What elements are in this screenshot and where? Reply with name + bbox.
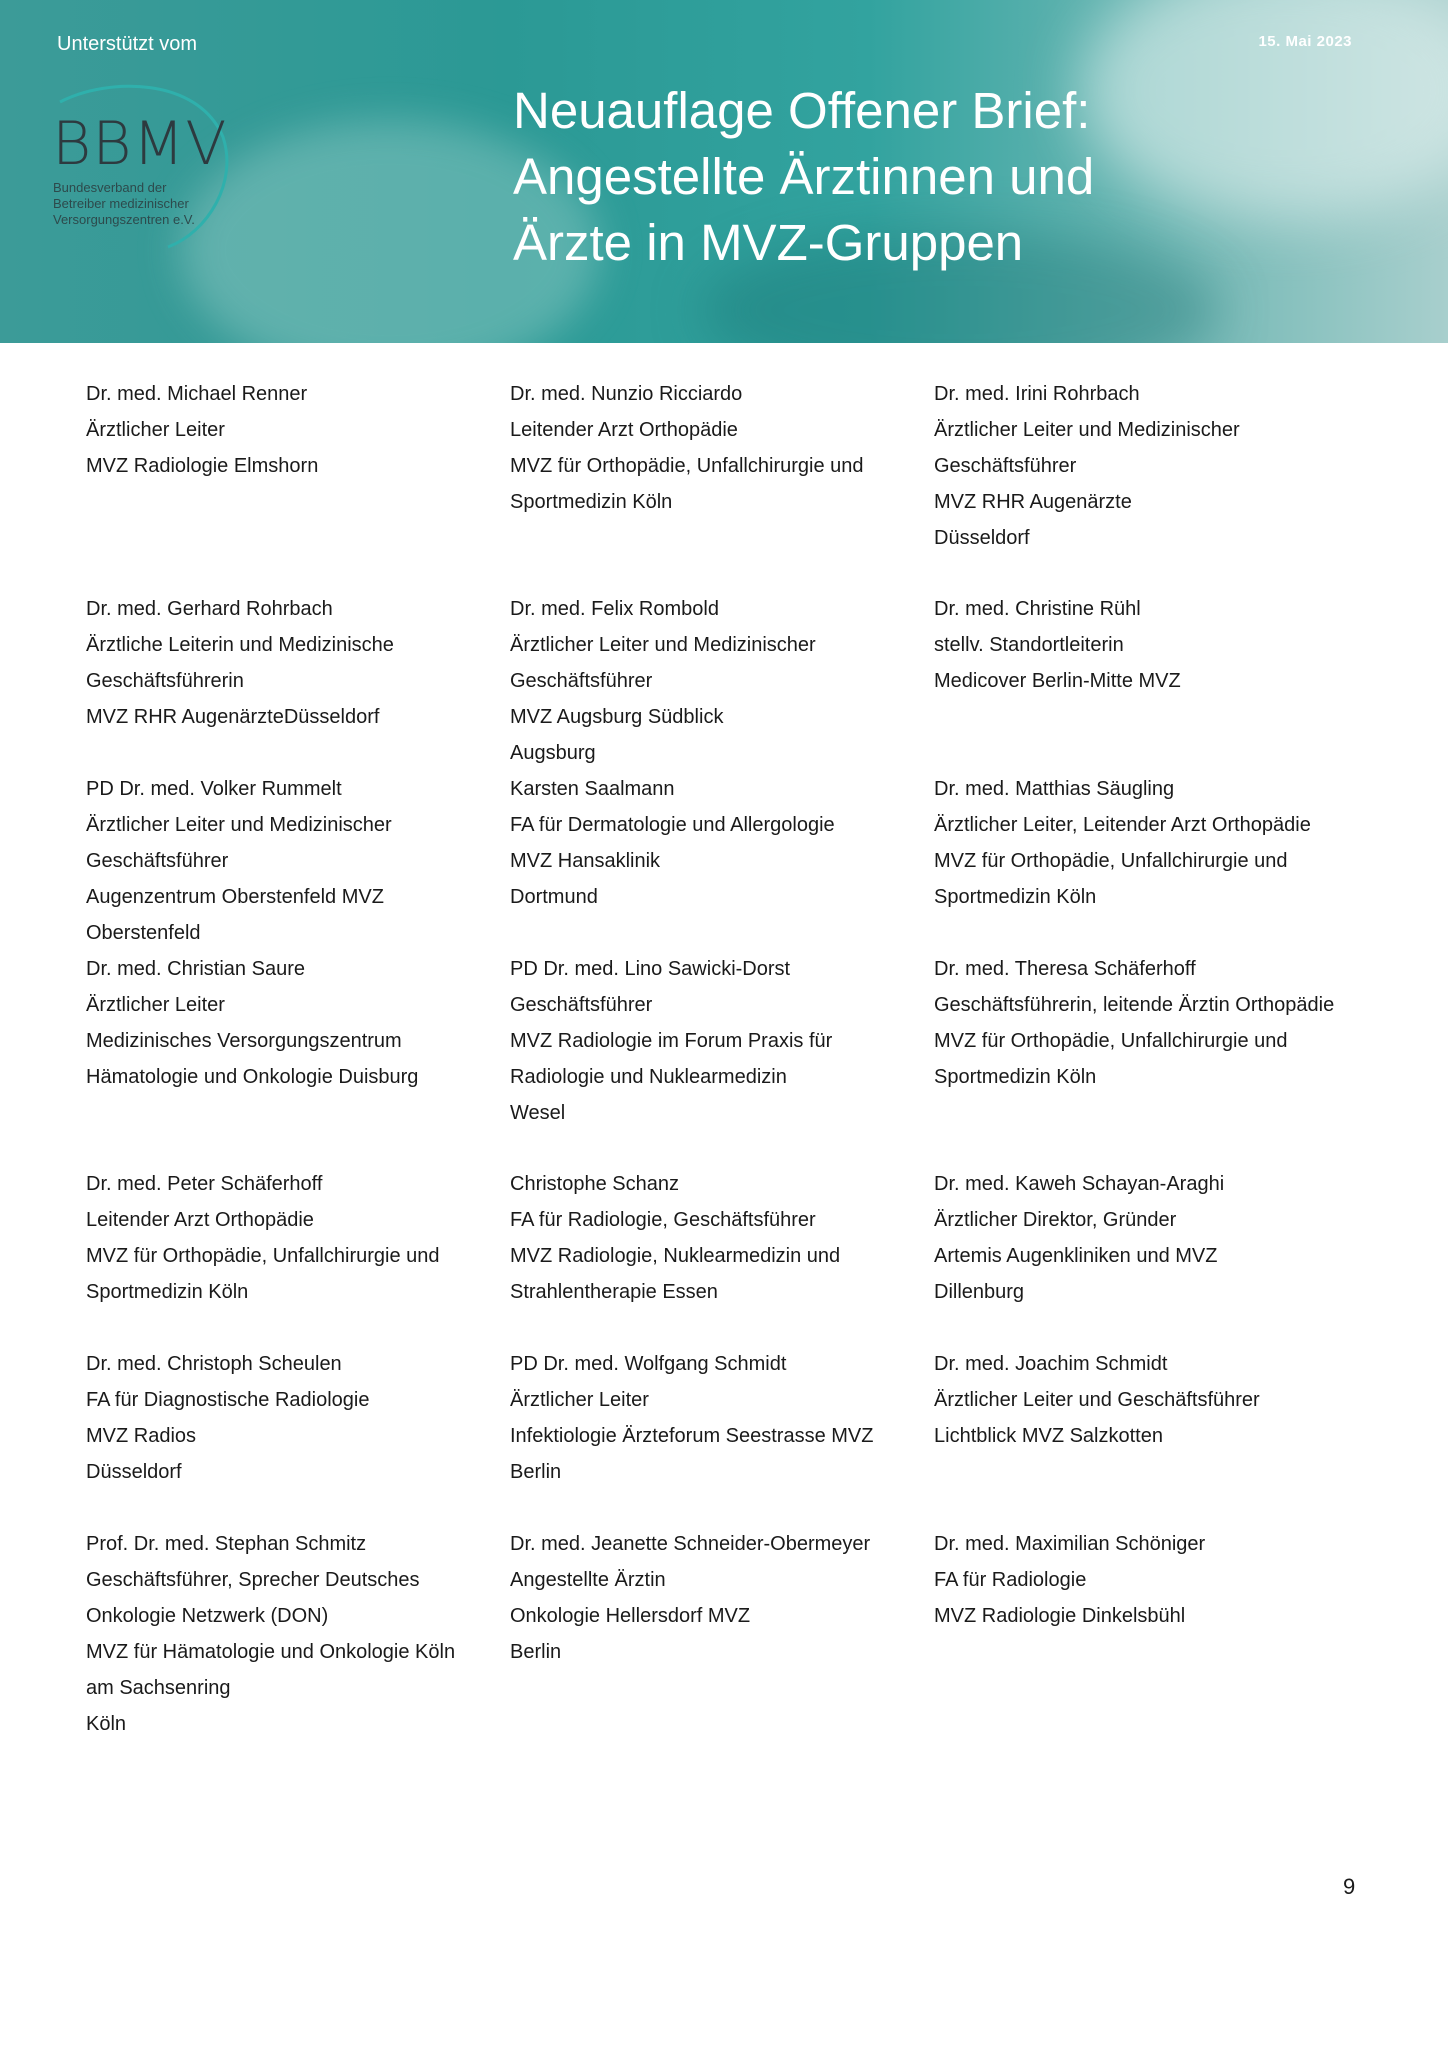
signatory-detail: Dortmund [510, 886, 598, 908]
signatory-detail: MVZ Augsburg Südblick [510, 706, 724, 728]
signatory-detail: Leitender Arzt Orthopädie [510, 419, 738, 441]
signatory-name: Dr. med. Maximilian Schöniger [934, 1533, 1206, 1555]
signatory-name: Dr. med. Jeanette Schneider-Obermeyer [510, 1533, 871, 1555]
signatory-detail: Geschäftsführer [510, 994, 653, 1016]
signatory-entry [86, 591, 394, 735]
signatory-entry [934, 376, 1240, 556]
signatory-name: Christophe Schanz [510, 1173, 679, 1195]
signatory-entry [86, 771, 392, 951]
signatory-detail: MVZ Radiologie Elmshorn [86, 455, 319, 477]
signatory-detail: MVZ Hansaklinik [510, 850, 661, 872]
signatory-entry [510, 1346, 873, 1490]
signatory-detail: MVZ Radiologie, Nuklearmedizin und [510, 1245, 841, 1267]
signatory-detail: Sportmedizin Köln [86, 1281, 249, 1303]
signatory-entry [934, 1526, 1205, 1634]
signatory-name: Dr. med. Kaweh Schayan-Araghi [934, 1173, 1225, 1195]
signatory-detail: Medicover Berlin-Mitte MVZ [934, 670, 1181, 692]
signatory-detail: Ärztlicher Leiter und Medizinischer [86, 814, 392, 836]
signatory-name: Dr. med. Joachim Schmidt [934, 1353, 1168, 1375]
signatory-detail: FA für Dermatologie und Allergologie [510, 814, 835, 836]
signatory-name: PD Dr. med. Lino Sawicki-Dorst [510, 958, 791, 980]
signatory-entry [934, 1166, 1224, 1310]
signatory-detail: Angestellte Ärztin [510, 1569, 666, 1591]
signatory-detail: Infektiologie Ärzteforum Seestrasse MVZ [510, 1425, 874, 1447]
signatory-detail: Strahlentherapie Essen [510, 1281, 718, 1303]
signatory-detail: Berlin [510, 1461, 562, 1483]
signatory-name: Dr. med. Christian Saure [86, 958, 305, 980]
signatory-detail: MVZ für Orthopädie, Unfallchirurgie und [510, 455, 864, 477]
signatory-detail: Ärztliche Leiterin und Medizinische [86, 634, 394, 656]
bbmv-logo: BBMV [52, 109, 228, 179]
signatory-detail: Onkologie Netzwerk (DON) [86, 1605, 329, 1627]
signatory-detail: Wesel [510, 1102, 566, 1124]
signatory-detail: Ärztlicher Leiter und Medizinischer [510, 634, 816, 656]
signatory-detail: Medizinisches Versorgungszentrum [86, 1030, 402, 1052]
signatory-detail: Lichtblick MVZ Salzkotten [934, 1425, 1163, 1447]
signatory-detail: MVZ für Orthopädie, Unfallchirurgie und [86, 1245, 440, 1267]
signatory-entry [86, 1346, 370, 1490]
signatory-entry [934, 951, 1334, 1095]
signatory-detail: Köln [86, 1713, 127, 1735]
signatory-entry [86, 1526, 455, 1742]
signatory-detail: Geschäftsführer [510, 670, 653, 692]
signatory-detail: MVZ Radios [86, 1425, 197, 1447]
signatory-entry [86, 951, 418, 1095]
signatory-entry [510, 951, 832, 1131]
signatory-detail: Ärztlicher Leiter [510, 1389, 649, 1411]
signatory-detail: Düsseldorf [934, 527, 1030, 549]
signatory-detail: MVZ Radiologie Dinkelsbühl [934, 1605, 1186, 1627]
signatory-detail: Augsburg [510, 742, 596, 764]
signatory-detail: Leitender Arzt Orthopädie [86, 1209, 314, 1231]
signatory-entry [510, 771, 835, 915]
signatory-detail: Berlin [510, 1641, 562, 1663]
signatory-entry [510, 1526, 870, 1670]
signatory-name: Prof. Dr. med. Stephan Schmitz [86, 1533, 367, 1555]
signatory-detail: MVZ RHR AugenärzteDüsseldorf [86, 706, 380, 728]
signatory-detail: Artemis Augenkliniken und MVZ [934, 1245, 1218, 1267]
signatory-entry [934, 771, 1311, 915]
signatory-name: Dr. med. Christoph Scheulen [86, 1353, 342, 1375]
signatory-detail: Dillenburg [934, 1281, 1025, 1303]
signatory-name: Dr. med. Christine Rühl [934, 598, 1141, 620]
signatory-entry [510, 1166, 840, 1310]
signatory-name: PD Dr. med. Volker Rummelt [86, 778, 342, 800]
signatory-detail: Ärztlicher Leiter, Leitender Arzt Orthopädie [934, 814, 1311, 836]
signatory-entry [86, 1166, 440, 1310]
signatory-detail: FA für Radiologie, Geschäftsführer [510, 1209, 816, 1231]
signatory-detail: Oberstenfeld [86, 922, 201, 944]
signatory-name: Dr. med. Peter Schäferhoff [86, 1173, 323, 1195]
signatory-detail: Sportmedizin Köln [510, 491, 673, 513]
signatory-detail: Ärztlicher Leiter und Geschäftsführer [934, 1389, 1260, 1411]
signatory-detail: Hämatologie und Onkologie Duisburg [86, 1066, 419, 1088]
signatory-name: Dr. med. Gerhard Rohrbach [86, 598, 333, 620]
signatory-detail: Sportmedizin Köln [934, 1066, 1097, 1088]
signatory-detail: Ärztlicher Direktor, Gründer [934, 1209, 1177, 1231]
signatory-detail: Onkologie Hellersdorf MVZ [510, 1605, 751, 1627]
signatory-name: Dr. med. Matthias Säugling [934, 778, 1175, 800]
page-title: Neuauflage Offener Brief: Angestellte Ärztinnen und Ärzte in MVZ-Gruppen [513, 82, 1095, 271]
signatory-entry [510, 591, 816, 771]
signatory-detail: Augenzentrum Oberstenfeld MVZ [86, 886, 384, 908]
signatory-detail: MVZ für Orthopädie, Unfallchirurgie und [934, 850, 1288, 872]
signatory-detail: Geschäftsführerin [86, 670, 244, 692]
signatory-detail: stellv. Standortleiterin [934, 634, 1124, 656]
signatory-entry [934, 591, 1181, 699]
signatory-detail: am Sachsenring [86, 1677, 231, 1699]
signatory-detail: MVZ für Hämatologie und Onkologie Köln [86, 1641, 456, 1663]
signatory-detail: FA für Diagnostische Radiologie [86, 1389, 370, 1411]
signatory-name: PD Dr. med. Wolfgang Schmidt [510, 1353, 787, 1375]
signatory-name: Karsten Saalmann [510, 778, 675, 800]
signatory-detail: Geschäftsführerin, leitende Ärztin Orthopädie [934, 994, 1335, 1016]
signatory-detail: MVZ für Orthopädie, Unfallchirurgie und [934, 1030, 1288, 1052]
signatory-detail: Geschäftsführer, Sprecher Deutsches [86, 1569, 420, 1591]
signatory-entry [510, 376, 864, 520]
signatory-name: Dr. med. Felix Rombold [510, 598, 719, 620]
signatory-detail: Geschäftsführer [86, 850, 229, 872]
signatory-name: Dr. med. Nunzio Ricciardo [510, 383, 743, 405]
signatory-detail: MVZ Radiologie im Forum Praxis für [510, 1030, 833, 1052]
signatory-detail: Düsseldorf [86, 1461, 182, 1483]
signatory-detail: Geschäftsführer [934, 455, 1077, 477]
signatory-name: Dr. med. Irini Rohrbach [934, 383, 1140, 405]
document-date: 15. Mai 2023 [1258, 33, 1352, 50]
signatory-name: Dr. med. Theresa Schäferhoff [934, 958, 1196, 980]
signatory-detail: Ärztlicher Leiter [86, 994, 225, 1016]
signatory-detail: FA für Radiologie [934, 1569, 1087, 1591]
signatory-detail: Radiologie und Nuklearmedizin [510, 1066, 787, 1088]
signatory-entry [934, 1346, 1260, 1454]
signatory-name: Dr. med. Michael Renner [86, 383, 308, 405]
signatory-detail: Sportmedizin Köln [934, 886, 1097, 908]
supported-by-label: Unterstützt vom [57, 33, 198, 55]
page-number: 9 [1343, 1874, 1356, 1899]
signatory-detail: MVZ RHR Augenärzte [934, 491, 1132, 513]
signatory-detail: Ärztlicher Leiter [86, 419, 225, 441]
signatory-entry [86, 376, 318, 484]
header-banner [0, 0, 1448, 343]
signatory-detail: Ärztlicher Leiter und Medizinischer [934, 419, 1240, 441]
bbmv-logo-subtitle: Bundesverband der Betreiber medizinischer Versorgungszentren e.V. [53, 180, 195, 227]
